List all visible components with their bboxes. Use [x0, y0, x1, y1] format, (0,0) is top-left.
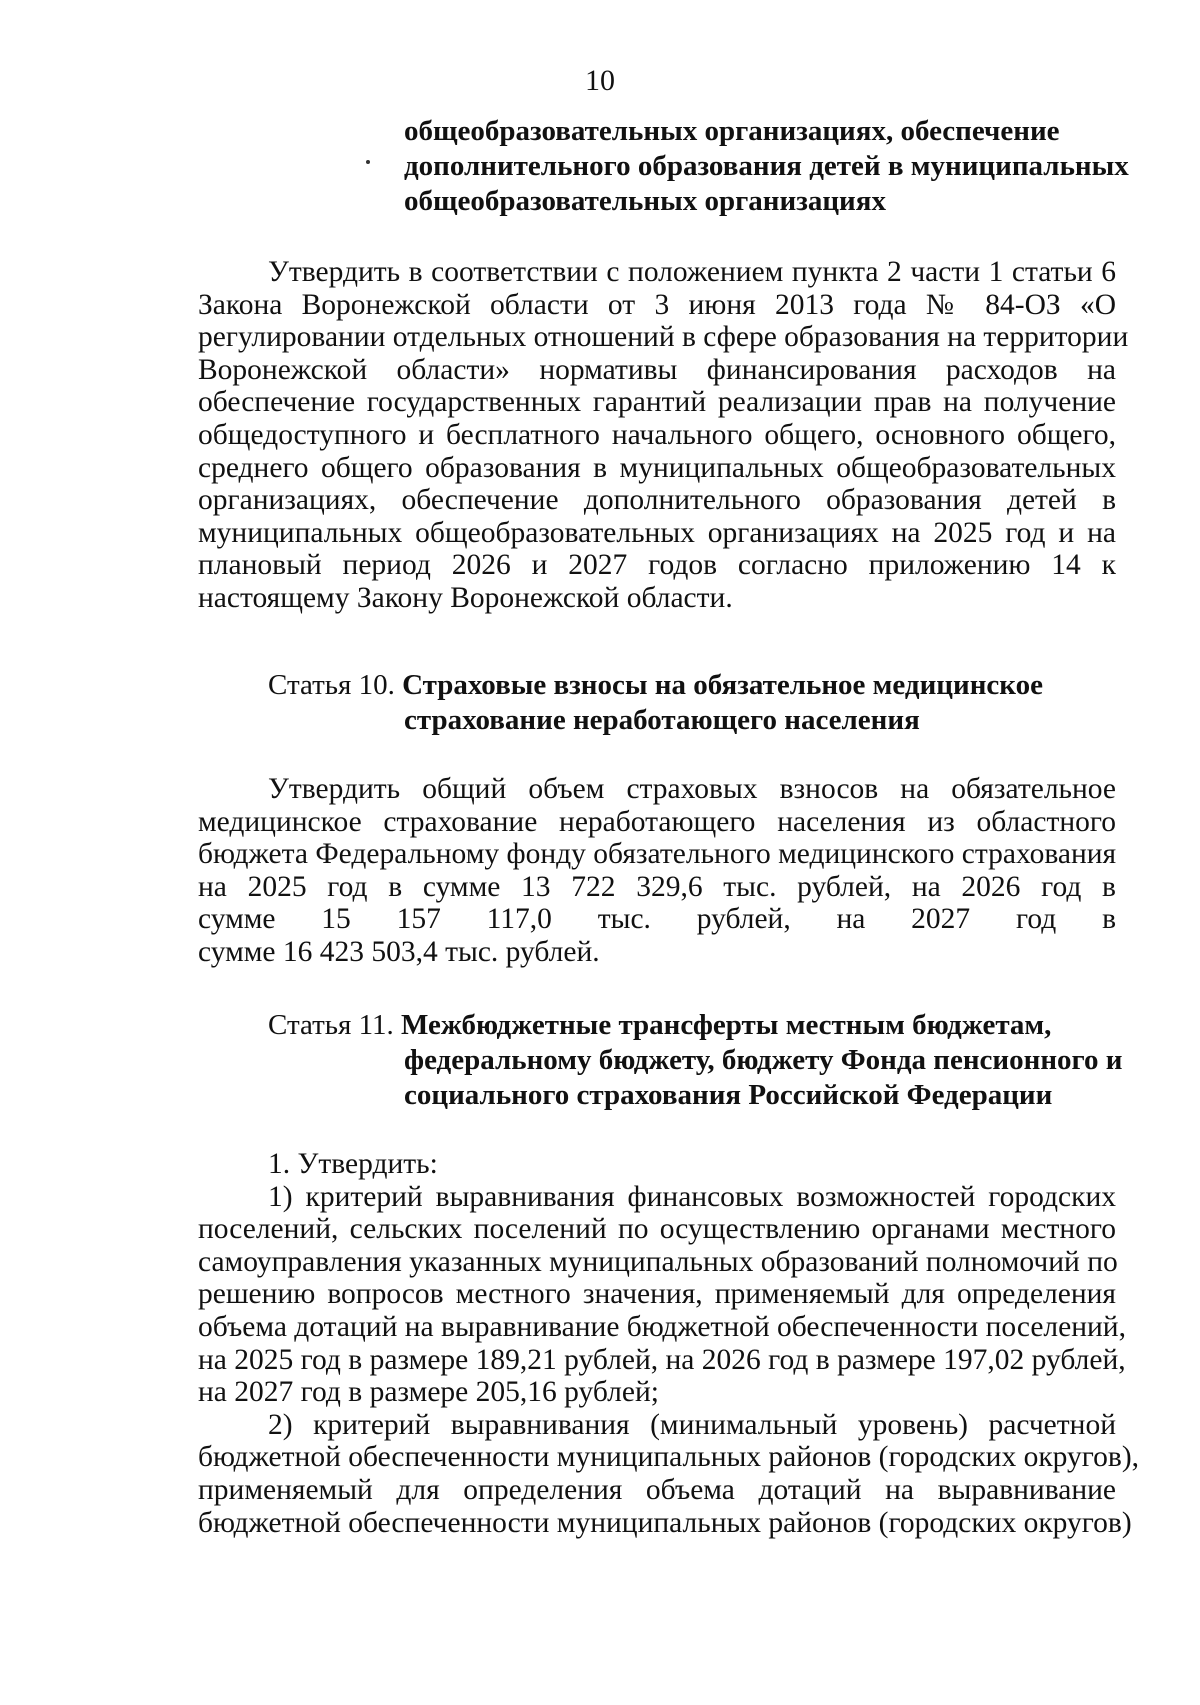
article9-heading — [404, 114, 1129, 219]
text-line: регулировании отдельных отношений в сфере образования на территории — [198, 321, 1129, 354]
article-number: Статья 11. — [268, 1009, 394, 1041]
text-line: Утвердить в соответствии с положением пункта 2 части 1 статьи 6 — [268, 256, 1116, 288]
heading-line: социального страхования Российской Федерации — [404, 1079, 1053, 1111]
heading-line — [268, 1008, 1122, 1043]
text-line: медицинское страхование неработающего населения из областного — [198, 805, 1116, 838]
text-line: объема дотаций на выравнивание бюджетной обеспеченности поселений, — [198, 1310, 1126, 1343]
text-line: поселений, сельских поселений по осуществлению органами местного — [198, 1213, 1116, 1246]
article-title: Страховые взносы на обязательное медицинское — [402, 669, 1043, 701]
text-line: 1) критерий выравнивания финансовых возможностей городских — [268, 1180, 1116, 1213]
text-line: бюджета Федеральному фонду обязательного медицинского страхования — [198, 838, 1117, 871]
text-line: на 2027 год в размере 205,16 рублей; — [198, 1376, 659, 1409]
text-line: среднего общего образования в муниципальных общеобразовательных — [198, 451, 1116, 484]
text-line: сумме 16 423 503,4 тыс. рублей. — [198, 935, 600, 968]
text-line: применяемый для определения объема дотаций на выравнивание — [198, 1473, 1116, 1506]
article-title: Межбюджетные трансферты местным бюджетам, — [401, 1009, 1052, 1041]
article10-heading — [268, 668, 1043, 738]
text-line: на 2025 год в размере 189,21 рублей, на 2026 год в размере 197,02 рублей, — [198, 1343, 1126, 1376]
text-line: обеспечение государственных гарантий реализации прав на получение — [198, 386, 1116, 419]
text-line: настоящему Закону Воронежской области. — [198, 581, 733, 614]
page-number: 10 — [585, 64, 615, 97]
text-line: решению вопросов местного значения, применяемый для определения — [198, 1278, 1116, 1311]
heading-line: общеобразовательных организациях, обеспечение — [404, 115, 1060, 147]
heading-line — [268, 668, 1043, 703]
text-line: Утвердить общий объем страховых взносов на обязательное — [268, 773, 1116, 805]
heading-line: дополнительного образования детей в муниципальных — [404, 150, 1129, 182]
text-line: 1. Утвердить: — [268, 1148, 438, 1180]
text-line: самоуправления указанных муниципальных образований полномочий по — [198, 1245, 1118, 1278]
article11-heading — [268, 1008, 1122, 1113]
text-line: Закона Воронежской области от 3 июня 2013 года № 84-ОЗ «О — [198, 288, 1116, 321]
text-line: общедоступного и бесплатного начального общего, основного общего, — [198, 418, 1116, 451]
text-line: муниципальных общеобразовательных организациях на 2025 год и на — [198, 516, 1116, 549]
text-line: на 2025 год в сумме 13 722 329,6 тыс. рублей, на 2026 год в — [198, 870, 1116, 903]
text-line: бюджетной обеспеченности муниципальных районов (городских округов), — [198, 1441, 1140, 1474]
scan-speck — [366, 160, 370, 164]
heading-line: общеобразовательных организациях — [404, 185, 886, 217]
text-line: 2) критерий выравнивания (минимальный уровень) расчетной — [268, 1408, 1116, 1441]
text-line: бюджетной обеспеченности муниципальных районов (городских округов) — [198, 1506, 1132, 1539]
text-line: Воронежской области» нормативы финансирования расходов на — [198, 353, 1116, 386]
article-number: Статья 10. — [268, 669, 395, 701]
heading-line: федеральному бюджету, бюджету Фонда пенсионного и — [404, 1044, 1123, 1076]
article11-body — [198, 1148, 1140, 1539]
heading-line: страхование неработающего населения — [404, 704, 920, 736]
article9-body — [198, 256, 1129, 615]
text-line: организациях, обеспечение дополнительного образования детей в — [198, 484, 1116, 517]
text-line: плановый период 2026 и 2027 годов согласно приложению 14 к — [198, 549, 1116, 582]
text-line: сумме 15 157 117,0 тыс. рублей, на 2027 год в — [198, 903, 1116, 936]
article10-body — [198, 773, 1116, 969]
